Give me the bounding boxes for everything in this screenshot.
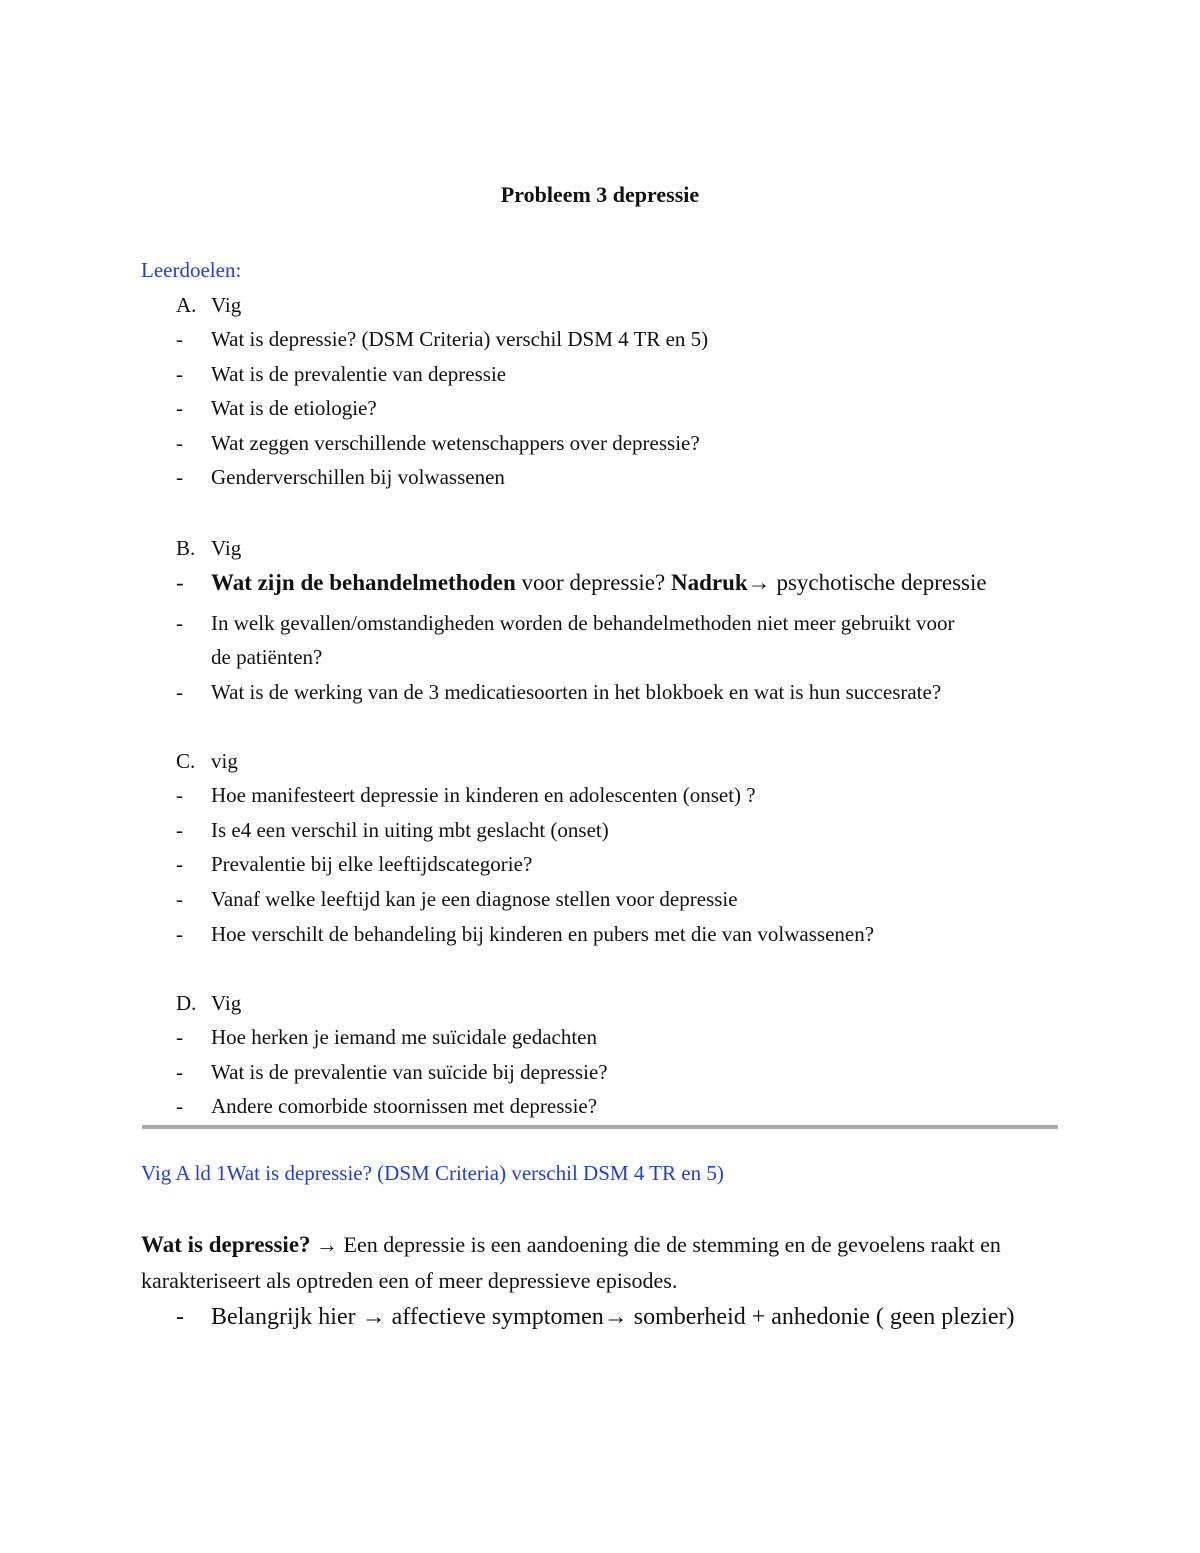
- list-item-text: Wat is depressie? (DSM Criteria) verschil DSM 4 TR en 5): [211, 327, 709, 351]
- dash-bullet: -: [176, 465, 183, 489]
- subheading: Vig A ld 1Wat is depressie? (DSM Criteria) verschil DSM 4 TR en 5): [141, 1161, 724, 1185]
- dash-bullet: -: [176, 570, 184, 595]
- dash-bullet: -: [176, 1304, 184, 1330]
- dash-bullet: -: [176, 611, 183, 635]
- dash-bullet: -: [176, 852, 183, 876]
- list-item-text: Wat is de etiologie?: [211, 396, 377, 420]
- list-item-text: In welk gevallen/omstandigheden worden de behandelmethoden niet meer gebruikt voor: [211, 611, 955, 635]
- list-item-text: Hoe herken je iemand me suïcidale gedachten: [211, 1025, 597, 1049]
- list-item-text: Wat zeggen verschillende wetenschappers over depressie?: [211, 431, 700, 455]
- dash-bullet: -: [176, 783, 183, 807]
- dash-bullet: -: [176, 1025, 183, 1049]
- dash-bullet: -: [176, 818, 183, 842]
- dash-bullet: -: [176, 431, 183, 455]
- emphasis-text: Wat zijn de behandelmethoden: [211, 570, 516, 595]
- list-item-text: Wat is de werking van de 3 medicatiesoorten in het blokboek en wat is hun succesrate?: [211, 680, 942, 704]
- section-letter: D.: [176, 991, 197, 1015]
- list-item-text: [211, 569, 987, 597]
- list-item-text: Vanaf welke leeftijd kan je een diagnose stellen voor depressie: [211, 887, 738, 911]
- document-title: Probleem 3 depressie: [500, 182, 700, 207]
- section-letter: A.: [176, 293, 197, 317]
- leerdoelen-label: Leerdoelen:: [141, 258, 242, 282]
- definition-line-2: karakteriseert als optreden een of meer depressieve episodes.: [141, 1268, 678, 1293]
- section-letter: C.: [176, 749, 196, 773]
- list-item-text: Wat is de prevalentie van suïcide bij depressie?: [211, 1060, 608, 1084]
- normal-text: psychotische depressie: [770, 570, 987, 595]
- definition-text: → Een depressie is een aandoening die de stemming en de gevoelens raakt en: [310, 1232, 1001, 1257]
- section-label: Vig: [211, 991, 242, 1015]
- dash-bullet: -: [176, 327, 183, 351]
- list-item-text: Belangrijk hier → affectieve symptomen→ somberheid + anhedonie ( geen plezier): [211, 1304, 1015, 1330]
- list-item-text: Wat is de prevalentie van depressie: [211, 362, 507, 386]
- dash-bullet: -: [176, 680, 183, 704]
- section-letter: B.: [176, 536, 196, 560]
- dash-bullet: -: [176, 1094, 183, 1118]
- dash-bullet: -: [176, 396, 183, 420]
- list-item-text: Hoe manifesteert depressie in kinderen en adolescenten (onset) ?: [211, 783, 756, 807]
- dash-bullet: -: [176, 922, 183, 946]
- section-label: vig: [211, 749, 238, 773]
- definition-line: [141, 1231, 1001, 1259]
- list-item-text: Hoe verschilt de behandeling bij kinderen en pubers met die van volwassenen?: [211, 922, 875, 946]
- normal-text: voor depressie?: [515, 570, 671, 595]
- section-label: Vig: [211, 536, 242, 560]
- dash-bullet: -: [176, 1060, 183, 1084]
- list-item-text: Prevalentie bij elke leeftijdscategorie?: [211, 852, 533, 876]
- list-item-text: Is e4 een verschil in uiting mbt geslacht (onset): [211, 818, 609, 842]
- list-item-text: Genderverschillen bij volwassenen: [211, 465, 505, 489]
- emphasis-text: Nadruk→: [670, 570, 771, 595]
- section-label: Vig: [211, 293, 242, 317]
- horizontal-divider: [142, 1125, 1058, 1129]
- dash-bullet: -: [176, 887, 183, 911]
- list-item-text: de patiënten?: [211, 645, 323, 669]
- dash-bullet: -: [176, 362, 183, 386]
- list-item-text: Andere comorbide stoornissen met depressie?: [211, 1094, 598, 1118]
- definition-term: Wat is depressie?: [141, 1232, 311, 1257]
